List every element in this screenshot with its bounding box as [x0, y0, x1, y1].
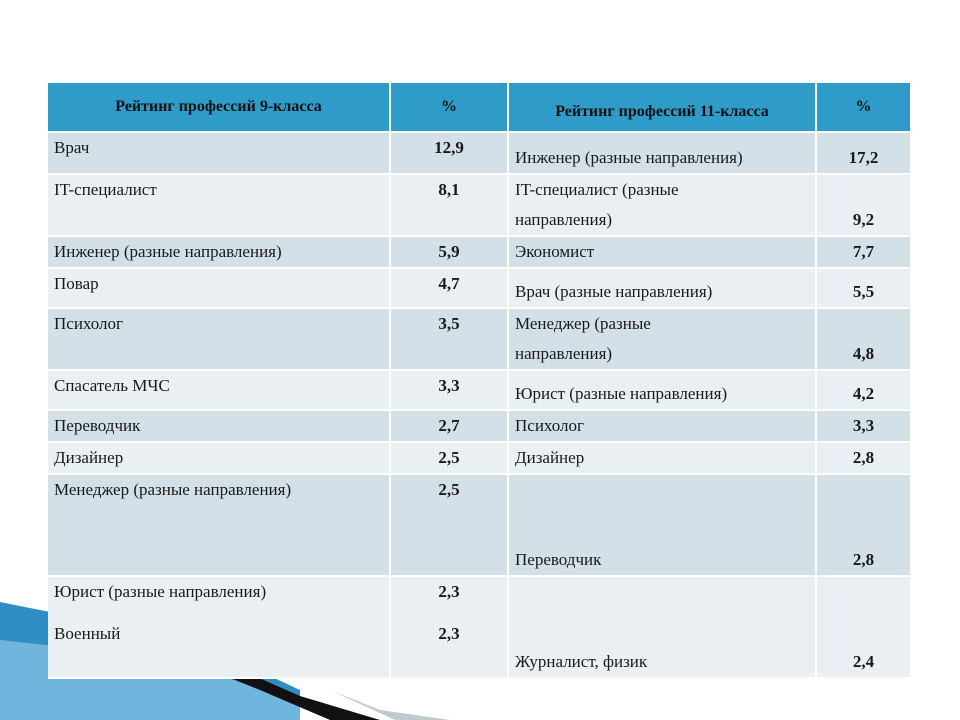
table-row	[48, 237, 912, 269]
grade11-profession: Журналист, физик	[509, 577, 817, 679]
grade11-percent: 9,2	[817, 175, 912, 237]
grade11-percent: 7,7	[817, 237, 912, 269]
table-row	[48, 411, 912, 443]
grade11-percent: 5,5	[817, 269, 912, 309]
table-row	[48, 577, 912, 679]
grade11-profession: Переводчик	[509, 475, 817, 577]
grade11-profession-line: Менеджер (разные	[515, 314, 651, 333]
professions-rating-table	[48, 83, 912, 679]
grade11-profession: Юрист (разные направления)	[509, 371, 817, 411]
grade9-percent: 5,9	[391, 237, 509, 269]
header-percent-9: %	[391, 83, 509, 133]
grade9-profession: IT-специалист	[48, 175, 391, 237]
table-header-row	[48, 83, 912, 133]
grade9-percent: 3,5	[391, 309, 509, 371]
grade9-profession	[48, 577, 391, 679]
grade9-profession: Переводчик	[48, 411, 391, 443]
grade9-percent: 3,3	[391, 371, 509, 411]
grade9-percent: 8,1	[391, 175, 509, 237]
grade11-profession-line: направления)	[515, 344, 613, 363]
grade9-profession: Дизайнер	[48, 443, 391, 475]
grade11-profession: Психолог	[509, 411, 817, 443]
header-rating-9: Рейтинг профессий 9-класса	[48, 83, 391, 133]
grade11-profession-line: направления)	[515, 210, 613, 229]
grade9-profession: Спасатель МЧС	[48, 371, 391, 411]
grade11-percent: 17,2	[817, 133, 912, 175]
grade11-profession: Инженер (разные направления)	[509, 133, 817, 175]
grade11-profession-line: IT-специалист (разные	[515, 180, 679, 199]
grade11-profession: Врач (разные направления)	[509, 269, 817, 309]
grade9-percent: 4,7	[391, 269, 509, 309]
grade9-profession-line: Юрист (разные направления)	[54, 582, 267, 601]
grade9-profession: Инженер (разные направления)	[48, 237, 391, 269]
grade11-profession: Дизайнер	[509, 443, 817, 475]
table-row	[48, 309, 912, 371]
header-rating-11: Рейтинг профессий 11-класса	[509, 83, 817, 133]
table-row	[48, 371, 912, 411]
grade9-percent-line: 2,3	[438, 624, 460, 643]
grade9-percent: 2,5	[391, 443, 509, 475]
table-row	[48, 133, 912, 175]
table-row	[48, 443, 912, 475]
grade9-percent: 2,5	[391, 475, 509, 577]
grade9-profession-line: Военный	[54, 624, 121, 643]
grade11-percent: 2,4	[817, 577, 912, 679]
grade11-percent: 3,3	[817, 411, 912, 443]
grade11-percent: 4,8	[817, 309, 912, 371]
grade9-profession: Повар	[48, 269, 391, 309]
grade9-percent-line: 2,3	[438, 582, 460, 601]
table-row	[48, 175, 912, 237]
grade11-profession	[509, 309, 817, 371]
grade9-percent: 2,7	[391, 411, 509, 443]
grade9-percent	[391, 577, 509, 679]
grade11-percent: 2,8	[817, 443, 912, 475]
grade11-percent: 4,2	[817, 371, 912, 411]
table-row	[48, 269, 912, 309]
grade11-percent: 2,8	[817, 475, 912, 577]
grade9-profession: Врач	[48, 133, 391, 175]
grade9-profession: Менеджер (разные направления)	[48, 475, 391, 577]
grade11-profession	[509, 175, 817, 237]
grade11-profession: Экономист	[509, 237, 817, 269]
grade9-percent: 12,9	[391, 133, 509, 175]
header-percent-11: %	[817, 83, 912, 133]
grade9-profession: Психолог	[48, 309, 391, 371]
table-row	[48, 475, 912, 577]
